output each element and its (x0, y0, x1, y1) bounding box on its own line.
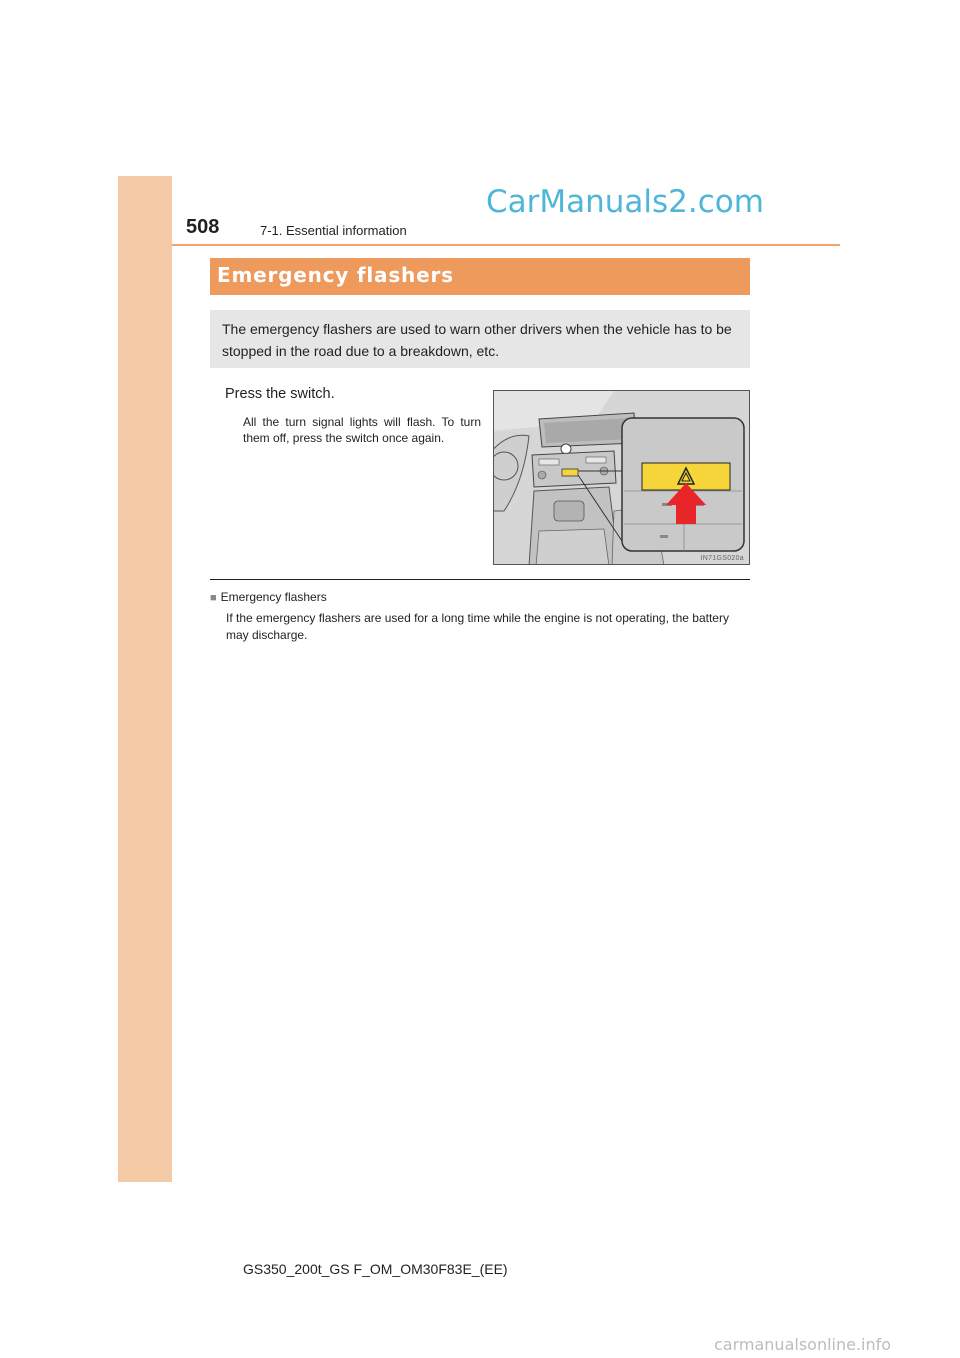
header-rule (172, 244, 840, 246)
document-code: GS350_200t_GS F_OM_OM30F83E_(EE) (243, 1261, 508, 1277)
hazard-switch-location (562, 469, 578, 476)
step-instruction: Press the switch. (225, 386, 335, 402)
figure-code: IN71GS020a (700, 555, 744, 562)
hazard-switch-illustration (493, 390, 750, 565)
intro-text: The emergency flashers are used to warn other drivers when the vehicle has to be stopped in the road due to a breakdown, etc. (222, 321, 732, 359)
topic-title-bar (210, 258, 750, 295)
topic-title: Emergency flashers (217, 263, 454, 287)
section-title: 7-1. Essential information (260, 223, 407, 238)
note-heading-text: Emergency flashers (220, 590, 327, 604)
chapter-side-tab (118, 176, 172, 1182)
note-body: If the emergency flashers are used for a long time while the engine is not operating, the battery may discharge. (226, 611, 729, 642)
step-detail: All the turn signal lights will flash. To turn them off, press the switch once again. (243, 415, 481, 445)
section-divider (210, 579, 750, 580)
note-heading (210, 590, 327, 604)
bullet-square-icon: ■ (210, 592, 217, 604)
intro-box (210, 310, 750, 368)
site-watermark: CarManuals2.com (486, 184, 764, 220)
footer-watermark: carmanualsonline.info (714, 1335, 892, 1354)
page-number: 508 (186, 216, 220, 238)
dashboard-drawing (494, 391, 750, 565)
